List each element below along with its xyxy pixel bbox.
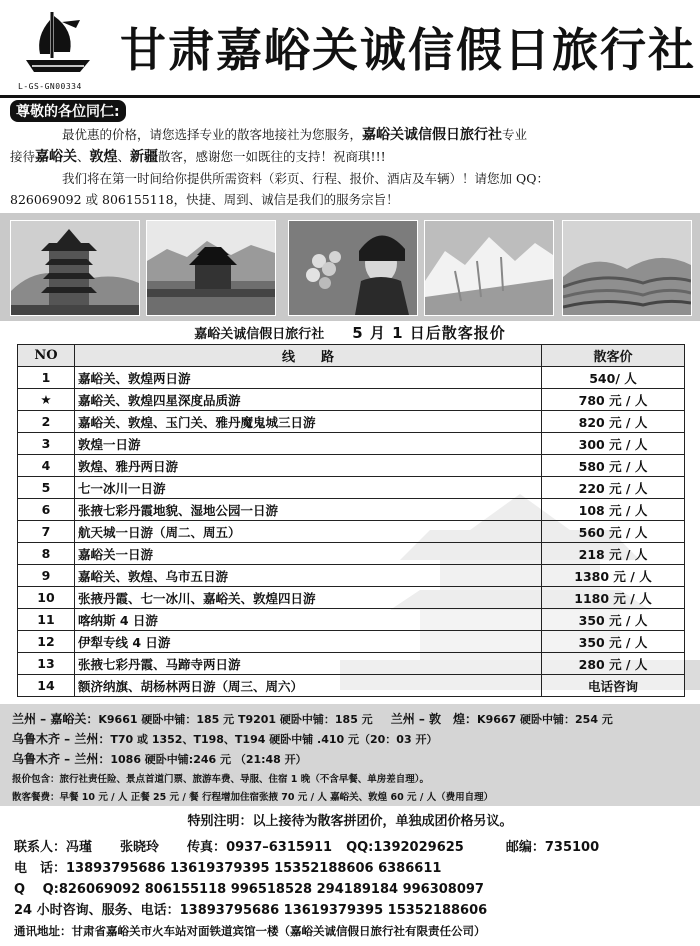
intro-line-4: 826069092 或 806155118，快捷、周到、诚信是我们的服务宗旨！ [10,192,399,207]
contact-row-hotline: 24 小时咨询、服务、电话：13893795686 13619379395 15352188606 [14,903,488,918]
price-list-title [0,322,700,344]
greeting [10,100,690,122]
header-divider [0,95,700,98]
contact-block [14,837,694,942]
train-line-1: 兰州 – 嘉峪关：K9661 硬卧中铺：185 元 T9201 硬卧中铺：185 元 兰州 – 敦 煌：K9667 硬卧中铺：254 元 [12,712,613,726]
train-line-2: 乌鲁木齐 – 兰州：T70 或 1352、T198、T194 硬卧中铺 .410 元（20：03 开） [12,732,438,746]
company-title: 甘肃嘉峪关诚信假日旅行社 [120,23,696,77]
meal-fees: 散客餐费：早餐 10 元 / 人 正餐 25 元 / 餐 行程增加住宿张掖 70 元 / 人 嘉峪关、敦煌 60 元 / 人（费用自理） [12,792,494,803]
price-table-header [18,345,685,367]
transport-info [0,704,700,806]
pagoda-photo-icon [10,220,140,316]
table-row: 2 嘉峪关、敦煌、玉门关、雅丹魔鬼城三日游 820 元 / 人 [18,411,685,433]
price-table-body [18,367,685,697]
table-row: 11 喀纳斯 4 日游 350 元 / 人 [18,609,685,631]
contact-person-2: 张晓玲 [120,840,160,855]
license-code: L-GS-GN00334 [18,82,82,91]
mailing-address: 甘肃省嘉峪关市火车站对面铁道宾馆一楼（嘉峪关诚信假日旅行社有限责任公司） [71,924,486,938]
salutation: 尊敬的各位同仁: [10,100,126,122]
table-row: 8 嘉峪关一日游 218 元 / 人 [18,543,685,565]
contact-row-qq: Q Q:826069092 806155118 996518528 294189184 996308097 [14,882,484,897]
intro-line-1: 最优惠的价格，请您选择专业的散客地接社为您服务，嘉峪关诚信假日旅行社专业 [62,127,528,143]
column-header-price: 散客价 [542,345,685,367]
table-row: 7 航天城一日游（周二、周五） 560 元 / 人 [18,521,685,543]
brand-name: 嘉峪关诚信假日旅行社 [362,127,503,143]
woman-grapes-photo-icon [288,220,418,316]
letterhead [0,0,700,98]
contact-person-1: 冯瑾 [66,840,93,855]
contact-row-phones: 电 话：13893795686 13619379395 15352188606 6386611 [14,861,442,876]
sailboat-logo-icon [22,8,94,78]
table-row: 12 伊犁专线 4 日游 350 元 / 人 [18,631,685,653]
phone-numbers: 13893795686 13619379395 15352188606 6386611 [66,861,442,876]
column-header-route: 线 路 [75,345,542,367]
postal-code: 735100 [544,840,600,855]
table-row: 3 敦煌一日游 300 元 / 人 [18,433,685,455]
fax-number: 0937–6315911 [226,840,333,855]
column-header-no: NO [18,345,75,367]
intro-line-2: 接待嘉峪关、敦煌、新疆散客，感谢您一如既往的支持！祝商琪!!! [10,149,386,165]
price-agency-name: 嘉峪关诚信假日旅行社 [194,327,325,342]
table-row: 6 张掖七彩丹霞地貌、湿地公园一日游 108 元 / 人 [18,499,685,521]
special-notice: 特别注明：以上接待为散客拼团价，单独成团价格另议。 [187,814,513,829]
price-table [17,344,685,697]
contact-row-address: 通讯地址：甘肃省嘉峪关市火车站对面铁道宾馆一楼（嘉峪关诚信假日旅行社有限责任公司） [14,924,486,938]
table-row: 9 嘉峪关、敦煌、乌市五日游 1380 元 / 人 [18,565,685,587]
intro-line-3: 我们将在第一时间给你提供所需资料（彩页、行程、报价、酒店及车辆）！请您加 QQ： [62,171,549,186]
qq-number: 1392029625 [373,840,464,855]
table-row: 10 张掖丹霞、七一冰川、嘉峪关、敦煌四日游 1180 元 / 人 [18,587,685,609]
table-row: 14 额济纳旗、胡杨林两日游（周三、周六） 电话咨询 [18,675,685,697]
price-inclusions: 报价包含：旅行社责任险、景点首道门票、旅游车费、导服、住宿 1 晚（不含早餐、单房差自理）。 [12,774,429,785]
table-row: 5 七一冰川一日游 220 元 / 人 [18,477,685,499]
table-row: 4 敦煌、雅丹两日游 580 元 / 人 [18,455,685,477]
table-row: 13 张掖七彩丹霞、马蹄寺两日游 280 元 / 人 [18,653,685,675]
photo-strip [0,213,700,321]
qq-numbers: 826069092 806155118 996518528 294189184 996308097 [58,882,484,897]
table-row: ★ 嘉峪关、敦煌四星深度品质游 780 元 / 人 [18,389,685,411]
price-date-title: 5 月 1 日后散客报价 [352,324,506,342]
glacier-photo-icon [424,220,554,316]
danxia-landform-photo-icon [562,220,692,316]
contact-row-1: 联系人：冯瑾 张晓玲 传真：0937–6315911 QQ:1392029625 邮编：735100 [14,840,600,855]
train-line-3: 乌鲁木齐 – 兰州：1086 硬卧中铺:246 元 （21:48 开） [12,752,307,766]
intro-paragraph [10,124,692,210]
hotline-numbers: 13893795686 13619379395 15352188606 [179,903,488,918]
fortress-photo-icon [146,220,276,316]
table-row: 1 嘉峪关、敦煌两日游 540/ 人 [18,367,685,389]
